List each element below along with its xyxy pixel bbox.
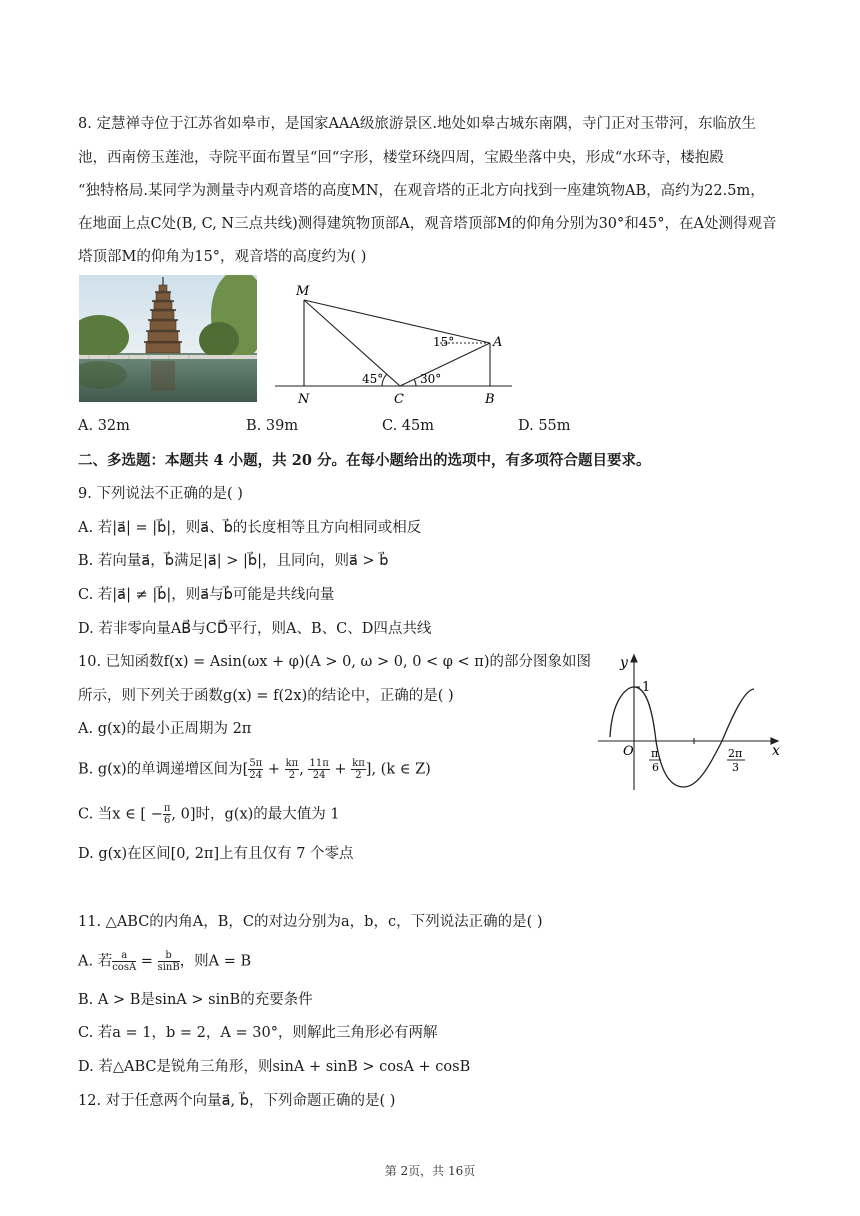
frac-num: 5π bbox=[249, 758, 263, 769]
q11-option-c: C. 若a = 1，b = 2，A = 30°，则解此三角形必有两解 bbox=[78, 1025, 438, 1041]
frac-den: 2 bbox=[355, 770, 362, 781]
q11-a-prefix: A. 若 bbox=[78, 953, 113, 970]
frac-den: 2 bbox=[288, 770, 296, 781]
angle-45: 45° bbox=[362, 372, 384, 386]
graph-x-label: x bbox=[772, 743, 780, 759]
q9-option-d: D. 若非零向量AB⃗与CD⃗平行，则A、B、C、D四点共线 bbox=[78, 621, 432, 637]
frac-kpi-2 bbox=[285, 758, 300, 781]
frac-den: 24 bbox=[312, 770, 326, 781]
frac-num: 11π bbox=[309, 758, 329, 769]
angle-15: 15° bbox=[433, 335, 455, 349]
q10-c-prefix: C. 当x ∈ [ − bbox=[78, 806, 163, 823]
frac-num: kπ bbox=[352, 758, 365, 769]
frac-num: a bbox=[112, 950, 136, 962]
q11-option-b: B. A > B是sinA > sinB的充要条件 bbox=[78, 992, 313, 1008]
frac-num: b bbox=[158, 950, 180, 962]
q8-option-a: A. 32m bbox=[78, 418, 130, 434]
q8-line-3: “独特格局.某同学为测量寺内观音塔的高度MN，在观音塔的正北方向找到一座建筑物AB，高约为22.5m， bbox=[78, 183, 765, 199]
q8-line-5: 塔顶部M的仰角为15°，观音塔的高度约为( ) bbox=[78, 249, 367, 265]
graph-tick-2pi3-num: 2π bbox=[728, 747, 743, 760]
label-n: N bbox=[298, 392, 310, 407]
q11-option-d: D. 若△ABC是锐角三角形，则sinA + sinB > cosA + cosB bbox=[78, 1059, 471, 1075]
q11-stem: 11. △ABC的内角A，B，C的对边分别为a，b，c，下列说法正确的是( ) bbox=[78, 914, 543, 930]
q9-option-b: B. 若向量a⃗，b⃗满足|a⃗| > |b⃗|，且同向，则a⃗ > b⃗ bbox=[78, 553, 389, 569]
q11-a-eq: = bbox=[136, 953, 158, 970]
frac-den: 6 bbox=[163, 815, 171, 826]
pagoda-photo bbox=[79, 275, 257, 402]
q10-line-2: 所示，则下列关于函数g(x) = f(2x)的结论中，正确的是( ) bbox=[78, 688, 454, 704]
frac-den: sinB bbox=[157, 962, 180, 973]
q10-c-suffix: , 0]时，g(x)的最大值为 1 bbox=[171, 806, 340, 823]
frac-b-sinb bbox=[158, 950, 180, 973]
q8-line-1: 8. 定慧禅寺位于江苏省如皋市，是国家AAA级旅游景区.地处如皋古城东南隅，寺门正对玉带河，东临放生 bbox=[78, 116, 756, 132]
label-a: A bbox=[493, 335, 503, 350]
graph-tick-pi6-den: 6 bbox=[652, 761, 659, 774]
page-footer: 第 2页，共 16页 bbox=[384, 1164, 476, 1178]
section-2-heading: 二、多选题：本题共 4 小题，共 20 分。在每小题给出的选项中，有多项符合题目要求。 bbox=[78, 452, 651, 469]
label-m: M bbox=[296, 284, 310, 299]
tower-diagram bbox=[270, 275, 520, 414]
q8-option-d: D. 55m bbox=[518, 418, 571, 434]
frac-kpi-2b bbox=[351, 758, 366, 781]
q11-a-suffix: ，则A = B bbox=[179, 953, 252, 970]
graph-tick-2pi3-den: 3 bbox=[732, 761, 739, 774]
q8-line-2: 池，西南傍玉莲池，寺院平面布置呈“回“字形，楼堂环绕四周，宝殿坐落中央，形成“水环寺，楼抱殿 bbox=[78, 150, 724, 166]
q8-option-c: C. 45m bbox=[382, 418, 434, 434]
angle-30: 30° bbox=[420, 372, 442, 386]
q8-line-4: 在地面上点C处(B, C, N三点共线)测得建筑物顶部A，观音塔顶部M的仰角分别为30°和45°，在A处测得观音 bbox=[78, 216, 777, 232]
q8-option-b: B. 39m bbox=[246, 418, 299, 434]
q9-option-a: A. 若|a⃗| = |b⃗|，则a⃗、b⃗的长度相等且方向相同或相反 bbox=[78, 520, 422, 536]
q10-option-a: A. g(x)的最小正周期为 2π bbox=[78, 721, 252, 737]
graph-y-label: y bbox=[620, 655, 628, 671]
q12-stem: 12. 对于任意两个向量a⃗, b⃗，下列命题正确的是( ) bbox=[78, 1093, 396, 1109]
graph-tick-1: 1 bbox=[642, 680, 651, 695]
graph-origin: O bbox=[623, 744, 634, 759]
graph-tick-pi6-num: π bbox=[651, 747, 659, 760]
frac-11pi-24 bbox=[308, 758, 329, 781]
q9-option-c: C. 若|a⃗| ≠ |b⃗|，则a⃗与b⃗可能是共线向量 bbox=[78, 587, 335, 603]
q10-b-suffix: ], (k ∈ Z) bbox=[365, 761, 431, 778]
frac-num: kπ bbox=[285, 758, 299, 769]
frac-num: π bbox=[163, 803, 171, 814]
q11-option-a bbox=[78, 950, 251, 973]
frac-den: cosA bbox=[112, 962, 137, 973]
frac-a-cosa bbox=[112, 950, 136, 973]
q10-line-1: 10. 已知函数f(x) = Asin(ωx + φ)(A > 0, ω > 0, 0 < φ < π)的部分图象如图 bbox=[78, 654, 591, 670]
frac-5pi-24 bbox=[248, 758, 263, 781]
q10-b-prefix: B. g(x)的单调递增区间为[ bbox=[78, 761, 249, 778]
label-b: B bbox=[485, 392, 495, 407]
frac-den: 24 bbox=[249, 770, 263, 781]
q9-stem: 9. 下列说法不正确的是( ) bbox=[78, 486, 243, 502]
sine-graph bbox=[590, 645, 790, 799]
label-c: C bbox=[394, 392, 404, 407]
q10-option-b: B. g(x)的单调递增区间为[ $\frac{5\pi}{24}$ + $\frac{k\pi}{2}$ , $\frac{11\pi}{24}$ + $\frac{k\pi}{2}$ ], (k ∈ Z) bbox=[78, 758, 431, 781]
q10-option-c bbox=[78, 803, 340, 826]
q10-option-d: D. g(x)在区间[0, 2π]上有且仅有 7 个零点 bbox=[78, 846, 354, 862]
